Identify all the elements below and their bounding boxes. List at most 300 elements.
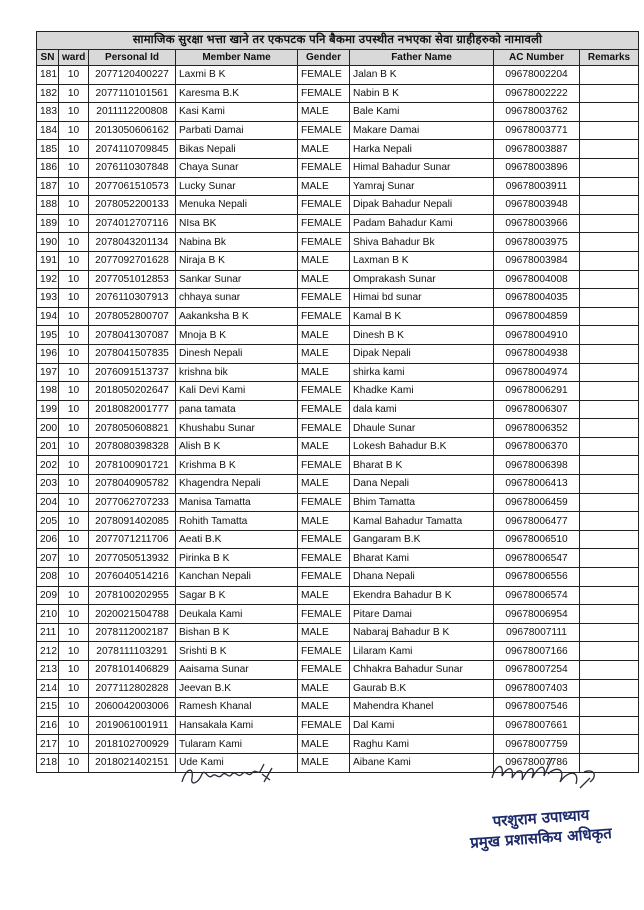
cell-gender: FEMALE	[298, 84, 350, 103]
cell-ward: 10	[59, 623, 89, 642]
cell-remarks	[580, 698, 639, 717]
cell-ward: 10	[59, 363, 89, 382]
table-row	[37, 568, 639, 587]
cell-ward: 10	[59, 103, 89, 122]
cell-sn: 218	[37, 753, 59, 772]
right-signature	[486, 748, 606, 798]
cell-sn: 197	[37, 363, 59, 382]
cell-sn: 206	[37, 530, 59, 549]
cell-gender: FEMALE	[298, 549, 350, 568]
cell-personal-id: 2078091402085	[89, 512, 176, 531]
cell-sn: 203	[37, 475, 59, 494]
cell-ward: 10	[59, 698, 89, 717]
cell-remarks	[580, 568, 639, 587]
cell-ward: 10	[59, 586, 89, 605]
cell-remarks	[580, 493, 639, 512]
cell-member-name: pana tamata	[176, 400, 298, 419]
cell-ac-number: 09678006954	[494, 605, 580, 624]
cell-remarks	[580, 716, 639, 735]
cell-remarks	[580, 344, 639, 363]
cell-personal-id: 2018050202647	[89, 382, 176, 401]
cell-gender: MALE	[298, 623, 350, 642]
cell-father-name: Chhakra Bahadur Sunar	[350, 661, 494, 680]
cell-member-name: Tularam Kami	[176, 735, 298, 754]
cell-sn: 213	[37, 661, 59, 680]
table-row	[37, 493, 639, 512]
cell-member-name: Kanchan Nepali	[176, 568, 298, 587]
left-signature	[178, 760, 278, 790]
cell-personal-id: 2077050513932	[89, 549, 176, 568]
cell-personal-id: 2077092701628	[89, 251, 176, 270]
table-row	[37, 66, 639, 85]
cell-gender: FEMALE	[298, 196, 350, 215]
cell-father-name: Makare Damai	[350, 121, 494, 140]
cell-father-name: Gangaram B.K	[350, 530, 494, 549]
table-row	[37, 679, 639, 698]
cell-member-name: Ramesh Khanal	[176, 698, 298, 717]
cell-ward: 10	[59, 214, 89, 233]
cell-father-name: Kamal B K	[350, 307, 494, 326]
cell-father-name: Bharat B K	[350, 456, 494, 475]
cell-sn: 202	[37, 456, 59, 475]
cell-member-name: Dinesh Nepali	[176, 344, 298, 363]
cell-ac-number: 09678006477	[494, 512, 580, 531]
cell-personal-id: 2077120400227	[89, 66, 176, 85]
cell-ward: 10	[59, 661, 89, 680]
cell-gender: FEMALE	[298, 233, 350, 252]
cell-remarks	[580, 437, 639, 456]
cell-ac-number: 09678003762	[494, 103, 580, 122]
cell-father-name: shirka kami	[350, 363, 494, 382]
cell-member-name: Niraja B K	[176, 251, 298, 270]
cell-member-name: Sagar B K	[176, 586, 298, 605]
cell-ward: 10	[59, 605, 89, 624]
cell-father-name: Kamal Bahadur Tamatta	[350, 512, 494, 531]
cell-father-name: Yamraj Sunar	[350, 177, 494, 196]
cell-father-name: Himai bd sunar	[350, 289, 494, 308]
cell-ac-number: 09678006510	[494, 530, 580, 549]
cell-personal-id: 2078052800707	[89, 307, 176, 326]
cell-gender: FEMALE	[298, 716, 350, 735]
cell-father-name: Pitare Damai	[350, 605, 494, 624]
cell-personal-id: 2077112802828	[89, 679, 176, 698]
cell-member-name: Kasi Kami	[176, 103, 298, 122]
cell-sn: 195	[37, 326, 59, 345]
cell-ac-number: 09678003887	[494, 140, 580, 159]
cell-member-name: Lucky Sunar	[176, 177, 298, 196]
cell-member-name: Mnoja B K	[176, 326, 298, 345]
cell-gender: FEMALE	[298, 493, 350, 512]
cell-ac-number: 09678004035	[494, 289, 580, 308]
cell-father-name: Aibane Kami	[350, 753, 494, 772]
cell-gender: FEMALE	[298, 419, 350, 438]
cell-personal-id: 2077051012853	[89, 270, 176, 289]
cell-ward: 10	[59, 270, 89, 289]
beneficiary-table	[36, 31, 639, 773]
cell-sn: 201	[37, 437, 59, 456]
cell-ward: 10	[59, 549, 89, 568]
cell-ac-number: 09678007759	[494, 735, 580, 754]
column-header-remarks: Remarks	[580, 50, 639, 66]
cell-member-name: Rohith Tamatta	[176, 512, 298, 531]
cell-member-name: Parbati Damai	[176, 121, 298, 140]
official-stamp	[466, 805, 616, 852]
cell-personal-id: 2019061001911	[89, 716, 176, 735]
cell-ward: 10	[59, 493, 89, 512]
cell-personal-id: 2078100901721	[89, 456, 176, 475]
cell-sn: 209	[37, 586, 59, 605]
cell-member-name: krishna bik	[176, 363, 298, 382]
cell-member-name: Srishti B K	[176, 642, 298, 661]
cell-ac-number: 09678003966	[494, 214, 580, 233]
cell-remarks	[580, 400, 639, 419]
cell-remarks	[580, 456, 639, 475]
cell-personal-id: 2076040514216	[89, 568, 176, 587]
cell-gender: MALE	[298, 679, 350, 698]
table-row	[37, 623, 639, 642]
cell-member-name: Aakanksha B K	[176, 307, 298, 326]
cell-personal-id: 2074110709845	[89, 140, 176, 159]
cell-member-name: Pirinka B K	[176, 549, 298, 568]
cell-ward: 10	[59, 419, 89, 438]
cell-personal-id: 2078041507835	[89, 344, 176, 363]
beneficiary-sheet	[36, 31, 638, 773]
cell-sn: 185	[37, 140, 59, 159]
cell-member-name: Alish B K	[176, 437, 298, 456]
cell-father-name: Omprakash Sunar	[350, 270, 494, 289]
cell-gender: FEMALE	[298, 289, 350, 308]
cell-remarks	[580, 84, 639, 103]
cell-ac-number: 09678007546	[494, 698, 580, 717]
cell-father-name: Bale Kami	[350, 103, 494, 122]
cell-gender: MALE	[298, 363, 350, 382]
cell-remarks	[580, 158, 639, 177]
cell-remarks	[580, 549, 639, 568]
cell-ward: 10	[59, 568, 89, 587]
cell-remarks	[580, 177, 639, 196]
cell-remarks	[580, 289, 639, 308]
cell-gender: MALE	[298, 586, 350, 605]
cell-member-name: chhaya sunar	[176, 289, 298, 308]
cell-gender: MALE	[298, 753, 350, 772]
cell-sn: 211	[37, 623, 59, 642]
cell-ward: 10	[59, 326, 89, 345]
cell-member-name: Menuka Nepali	[176, 196, 298, 215]
cell-gender: MALE	[298, 140, 350, 159]
cell-personal-id: 2078080398328	[89, 437, 176, 456]
cell-ward: 10	[59, 475, 89, 494]
cell-ward: 10	[59, 121, 89, 140]
cell-personal-id: 2078043201134	[89, 233, 176, 252]
cell-personal-id: 2013050606162	[89, 121, 176, 140]
table-row	[37, 251, 639, 270]
cell-ward: 10	[59, 716, 89, 735]
table-row	[37, 196, 639, 215]
cell-member-name: Bikas Nepali	[176, 140, 298, 159]
table-row	[37, 642, 639, 661]
column-header-personal-id: Personal Id	[89, 50, 176, 66]
cell-sn: 184	[37, 121, 59, 140]
cell-sn: 182	[37, 84, 59, 103]
cell-sn: 198	[37, 382, 59, 401]
cell-father-name: Dipak Nepali	[350, 344, 494, 363]
cell-ac-number: 09678004938	[494, 344, 580, 363]
cell-gender: MALE	[298, 251, 350, 270]
cell-ac-number: 09678006574	[494, 586, 580, 605]
table-row	[37, 698, 639, 717]
table-title: सामाजिक सुरक्षा भत्ता खाने तर एकपटक पनि बैकमा उपस्थीत नभएका सेवा ग्राहीहरुको नामावली	[37, 32, 639, 50]
cell-sn: 194	[37, 307, 59, 326]
cell-ward: 10	[59, 382, 89, 401]
cell-personal-id: 2078052200133	[89, 196, 176, 215]
cell-ac-number: 09678006556	[494, 568, 580, 587]
cell-gender: FEMALE	[298, 66, 350, 85]
cell-sn: 200	[37, 419, 59, 438]
cell-remarks	[580, 251, 639, 270]
table-row	[37, 456, 639, 475]
cell-ward: 10	[59, 177, 89, 196]
cell-ac-number: 09678003771	[494, 121, 580, 140]
cell-father-name: Lilaram Kami	[350, 642, 494, 661]
cell-ac-number: 09678007403	[494, 679, 580, 698]
cell-gender: MALE	[298, 177, 350, 196]
cell-ward: 10	[59, 679, 89, 698]
cell-member-name: Ude Kami	[176, 753, 298, 772]
table-row	[37, 716, 639, 735]
cell-ward: 10	[59, 344, 89, 363]
table-row	[37, 400, 639, 419]
table-body	[37, 66, 639, 773]
table-row	[37, 530, 639, 549]
cell-ward: 10	[59, 753, 89, 772]
cell-sn: 187	[37, 177, 59, 196]
cell-ward: 10	[59, 735, 89, 754]
cell-ward: 10	[59, 233, 89, 252]
table-row	[37, 549, 639, 568]
cell-sn: 190	[37, 233, 59, 252]
cell-ward: 10	[59, 512, 89, 531]
cell-sn: 208	[37, 568, 59, 587]
cell-member-name: Karesma B.K	[176, 84, 298, 103]
cell-gender: FEMALE	[298, 605, 350, 624]
stamp-designation: प्रमुख प्रशासकिय अधिकृत	[469, 824, 613, 852]
cell-sn: 193	[37, 289, 59, 308]
cell-gender: MALE	[298, 326, 350, 345]
cell-father-name: dala kami	[350, 400, 494, 419]
cell-ward: 10	[59, 84, 89, 103]
cell-personal-id: 2078100202955	[89, 586, 176, 605]
cell-father-name: Raghu Kami	[350, 735, 494, 754]
cell-father-name: Padam Bahadur Kami	[350, 214, 494, 233]
cell-sn: 207	[37, 549, 59, 568]
cell-remarks	[580, 661, 639, 680]
table-row	[37, 475, 639, 494]
cell-gender: FEMALE	[298, 121, 350, 140]
cell-personal-id: 2060042003006	[89, 698, 176, 717]
cell-remarks	[580, 270, 639, 289]
cell-ac-number: 09678004008	[494, 270, 580, 289]
cell-ac-number: 09678007166	[494, 642, 580, 661]
cell-member-name: Aeati B.K	[176, 530, 298, 549]
cell-ward: 10	[59, 642, 89, 661]
cell-ac-number: 09678006398	[494, 456, 580, 475]
cell-member-name: Hansakala Kami	[176, 716, 298, 735]
cell-father-name: Nabaraj Bahadur B K	[350, 623, 494, 642]
cell-gender: FEMALE	[298, 456, 350, 475]
cell-gender: FEMALE	[298, 642, 350, 661]
cell-personal-id: 2074012707116	[89, 214, 176, 233]
cell-sn: 181	[37, 66, 59, 85]
cell-sn: 191	[37, 251, 59, 270]
cell-ward: 10	[59, 289, 89, 308]
table-row	[37, 270, 639, 289]
cell-sn: 189	[37, 214, 59, 233]
cell-father-name: Ekendra Bahadur B K	[350, 586, 494, 605]
cell-gender: FEMALE	[298, 214, 350, 233]
cell-personal-id: 2078050608821	[89, 419, 176, 438]
column-header-father-name: Father Name	[350, 50, 494, 66]
cell-remarks	[580, 66, 639, 85]
cell-father-name: Dhana Nepali	[350, 568, 494, 587]
cell-father-name: Bhim Tamatta	[350, 493, 494, 512]
cell-gender: MALE	[298, 103, 350, 122]
table-row	[37, 140, 639, 159]
cell-ac-number: 09678006352	[494, 419, 580, 438]
cell-ward: 10	[59, 251, 89, 270]
cell-sn: 205	[37, 512, 59, 531]
cell-ac-number: 09678004859	[494, 307, 580, 326]
cell-father-name: Dhaule Sunar	[350, 419, 494, 438]
cell-father-name: Himal Bahadur Sunar	[350, 158, 494, 177]
cell-personal-id: 2077061510573	[89, 177, 176, 196]
cell-sn: 214	[37, 679, 59, 698]
cell-personal-id: 2078101406829	[89, 661, 176, 680]
cell-ac-number: 09678006547	[494, 549, 580, 568]
cell-member-name: Krishma B K	[176, 456, 298, 475]
table-row	[37, 605, 639, 624]
cell-remarks	[580, 103, 639, 122]
cell-ac-number: 09678007786	[494, 753, 580, 772]
cell-ac-number: 09678007661	[494, 716, 580, 735]
cell-remarks	[580, 419, 639, 438]
table-row	[37, 289, 639, 308]
cell-personal-id: 2078112002187	[89, 623, 176, 642]
cell-ac-number: 09678003896	[494, 158, 580, 177]
cell-sn: 217	[37, 735, 59, 754]
table-row	[37, 307, 639, 326]
table-row	[37, 512, 639, 531]
table-row	[37, 326, 639, 345]
cell-ac-number: 09678007254	[494, 661, 580, 680]
table-row	[37, 158, 639, 177]
cell-father-name: Shiva Bahadur Bk	[350, 233, 494, 252]
cell-gender: MALE	[298, 344, 350, 363]
cell-remarks	[580, 363, 639, 382]
cell-ward: 10	[59, 158, 89, 177]
cell-remarks	[580, 605, 639, 624]
cell-remarks	[580, 642, 639, 661]
cell-gender: MALE	[298, 270, 350, 289]
cell-gender: FEMALE	[298, 661, 350, 680]
table-row	[37, 419, 639, 438]
table-row	[37, 661, 639, 680]
cell-ac-number: 09678002204	[494, 66, 580, 85]
cell-personal-id: 2018102700929	[89, 735, 176, 754]
cell-member-name: Kali Devi Kami	[176, 382, 298, 401]
cell-gender: FEMALE	[298, 158, 350, 177]
cell-ward: 10	[59, 307, 89, 326]
cell-remarks	[580, 679, 639, 698]
cell-remarks	[580, 233, 639, 252]
cell-member-name: Chaya Sunar	[176, 158, 298, 177]
cell-ac-number: 09678003911	[494, 177, 580, 196]
cell-father-name: Dal Kami	[350, 716, 494, 735]
cell-personal-id: 2018021402151	[89, 753, 176, 772]
cell-father-name: Gaurab B.K	[350, 679, 494, 698]
cell-ward: 10	[59, 66, 89, 85]
cell-gender: MALE	[298, 735, 350, 754]
cell-sn: 188	[37, 196, 59, 215]
cell-father-name: Dana Nepali	[350, 475, 494, 494]
table-row	[37, 344, 639, 363]
cell-sn: 204	[37, 493, 59, 512]
cell-gender: FEMALE	[298, 307, 350, 326]
cell-personal-id: 2020021504788	[89, 605, 176, 624]
cell-personal-id: 2018082001777	[89, 400, 176, 419]
cell-ward: 10	[59, 456, 89, 475]
cell-gender: MALE	[298, 475, 350, 494]
table-row	[37, 121, 639, 140]
table-row	[37, 103, 639, 122]
cell-personal-id: 2078040905782	[89, 475, 176, 494]
cell-ward: 10	[59, 400, 89, 419]
cell-personal-id: 2076110307913	[89, 289, 176, 308]
cell-father-name: Nabin B K	[350, 84, 494, 103]
cell-ward: 10	[59, 437, 89, 456]
cell-ac-number: 09678007111	[494, 623, 580, 642]
cell-gender: FEMALE	[298, 568, 350, 587]
cell-ac-number: 09678006413	[494, 475, 580, 494]
cell-remarks	[580, 382, 639, 401]
cell-personal-id: 2078041307087	[89, 326, 176, 345]
cell-member-name: Deukala Kami	[176, 605, 298, 624]
cell-sn: 186	[37, 158, 59, 177]
cell-father-name: Harka Nepali	[350, 140, 494, 159]
cell-gender: FEMALE	[298, 400, 350, 419]
cell-ac-number: 09678006307	[494, 400, 580, 419]
table-row	[37, 177, 639, 196]
cell-ac-number: 09678003948	[494, 196, 580, 215]
table-row	[37, 382, 639, 401]
table-row	[37, 233, 639, 252]
cell-remarks	[580, 512, 639, 531]
cell-father-name: Bharat Kami	[350, 549, 494, 568]
cell-personal-id: 2076091513737	[89, 363, 176, 382]
cell-ac-number: 09678006459	[494, 493, 580, 512]
cell-ward: 10	[59, 196, 89, 215]
cell-member-name: Nabina Bk	[176, 233, 298, 252]
cell-sn: 196	[37, 344, 59, 363]
cell-sn: 216	[37, 716, 59, 735]
cell-personal-id: 2077110101561	[89, 84, 176, 103]
cell-ac-number: 09678003975	[494, 233, 580, 252]
cell-father-name: Mahendra Khanel	[350, 698, 494, 717]
cell-father-name: Khadke Kami	[350, 382, 494, 401]
column-header-member-name: Member Name	[176, 50, 298, 66]
cell-remarks	[580, 307, 639, 326]
table-row	[37, 84, 639, 103]
cell-sn: 210	[37, 605, 59, 624]
